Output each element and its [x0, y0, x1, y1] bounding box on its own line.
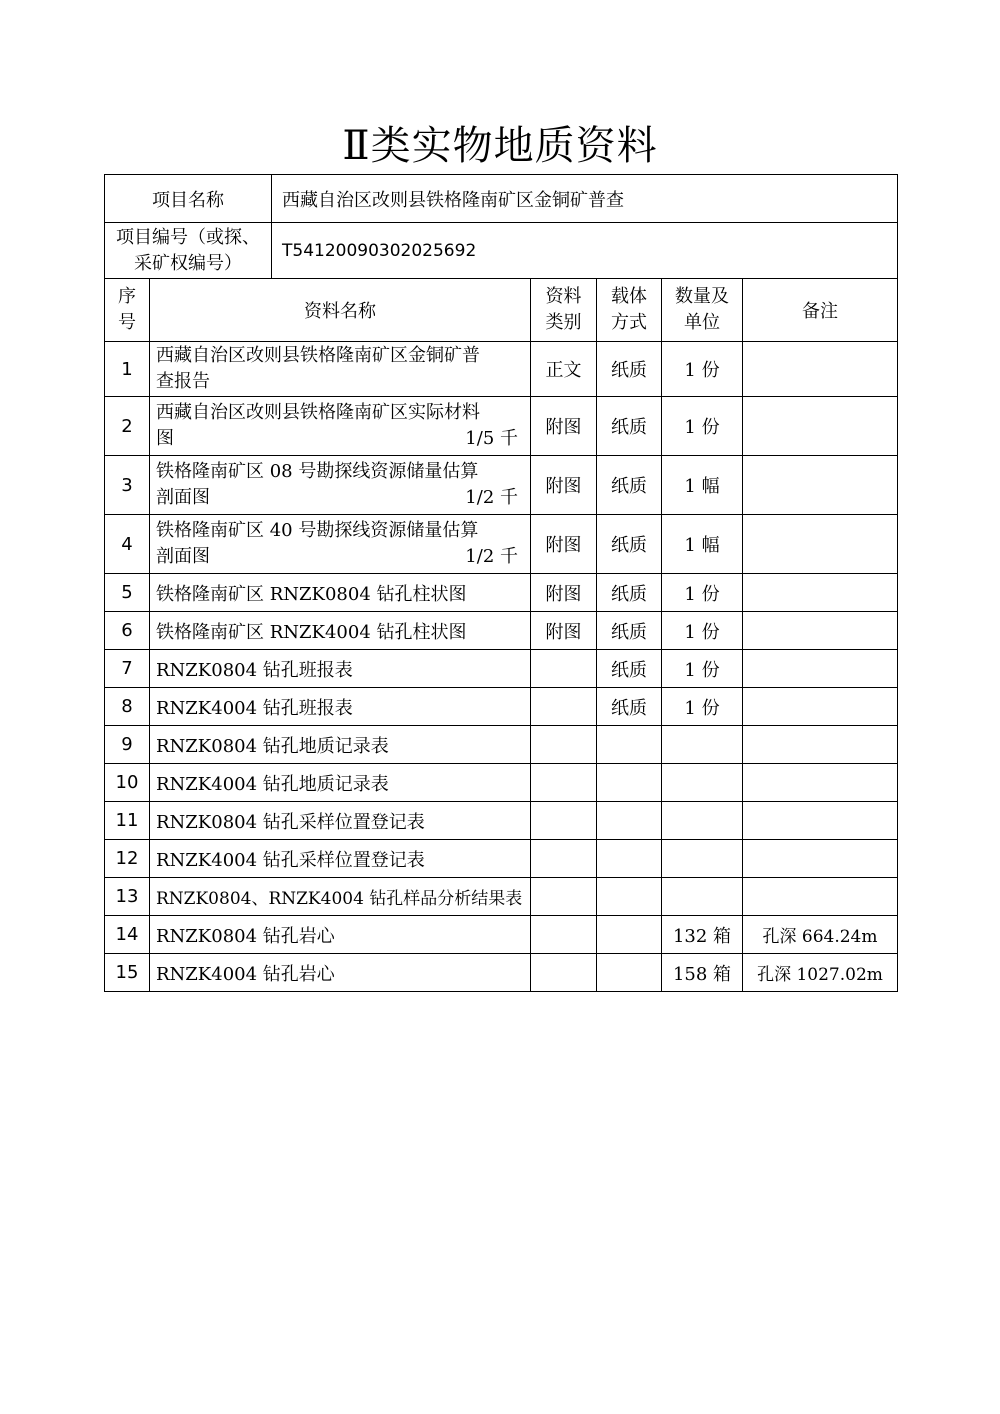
- row-name: RNZK4004 钻孔岩心: [150, 954, 531, 992]
- row-seq: 5: [105, 574, 150, 612]
- row-remark: [743, 878, 898, 916]
- row-category: [531, 726, 597, 764]
- row-name-line2: 查报告: [156, 371, 210, 392]
- row-remark: [743, 574, 898, 612]
- row-carrier: 纸质: [597, 342, 662, 397]
- row-carrier: [597, 764, 662, 802]
- row-carrier: [597, 916, 662, 954]
- row-category: [531, 802, 597, 840]
- row-name-line2: [156, 485, 524, 511]
- row-name: RNZK0804 钻孔岩心: [150, 916, 531, 954]
- table-row: [105, 650, 898, 688]
- row-scale: 1/5 千: [465, 428, 518, 449]
- header-quantity-line2: 单位: [684, 312, 720, 333]
- row-quantity: [662, 802, 743, 840]
- row-category: 附图: [531, 574, 597, 612]
- row-scale: 1/2 千: [465, 487, 518, 508]
- table-row: [105, 688, 898, 726]
- row-remark: [743, 726, 898, 764]
- row-carrier: 纸质: [597, 612, 662, 650]
- row-seq: 8: [105, 688, 150, 726]
- row-quantity: 1 份: [662, 650, 743, 688]
- row-carrier: [597, 726, 662, 764]
- row-remark: [743, 456, 898, 515]
- row-remark: [743, 688, 898, 726]
- row-remark: [743, 840, 898, 878]
- header-carrier-line1: 载体: [611, 286, 647, 307]
- row-category: [531, 764, 597, 802]
- row-remark: [743, 397, 898, 456]
- row-remark: [743, 802, 898, 840]
- row-quantity: 1 份: [662, 342, 743, 397]
- row-quantity: 1 幅: [662, 456, 743, 515]
- row-seq: 15: [105, 954, 150, 992]
- row-name: RNZK0804 钻孔班报表: [150, 650, 531, 688]
- row-carrier: 纸质: [597, 688, 662, 726]
- row-name: RNZK4004 钻孔地质记录表: [150, 764, 531, 802]
- row-quantity: 1 份: [662, 574, 743, 612]
- row-name: RNZK0804、RNZK4004 钻孔样品分析结果表: [150, 878, 531, 916]
- row-quantity: 1 份: [662, 612, 743, 650]
- project-info-table: [104, 174, 898, 279]
- row-carrier: [597, 954, 662, 992]
- row-remark: [743, 342, 898, 397]
- row-seq: 6: [105, 612, 150, 650]
- project-name-row: [105, 175, 898, 223]
- row-remark: 孔深 664.24m: [743, 916, 898, 954]
- row-name-line1: 铁格隆南矿区 08 号勘探线资源储量估算: [156, 461, 479, 482]
- table-row: [105, 916, 898, 954]
- row-name: [150, 397, 531, 456]
- row-seq: 3: [105, 456, 150, 515]
- header-remark: 备注: [743, 279, 898, 342]
- header-category-line2: 类别: [545, 312, 582, 333]
- row-category: [531, 916, 597, 954]
- table-row: [105, 878, 898, 916]
- row-seq: 13: [105, 878, 150, 916]
- table-row: [105, 397, 898, 456]
- row-seq: 14: [105, 916, 150, 954]
- project-code-label: [105, 223, 272, 279]
- row-remark: [743, 650, 898, 688]
- project-code-label-line2: 采矿权编号）: [134, 252, 242, 274]
- table-row: [105, 954, 898, 992]
- row-quantity: 1 幅: [662, 515, 743, 574]
- row-remark: [743, 764, 898, 802]
- row-remark: [743, 515, 898, 574]
- row-carrier: 纸质: [597, 650, 662, 688]
- row-carrier: 纸质: [597, 574, 662, 612]
- row-carrier: 纸质: [597, 397, 662, 456]
- page-title: Ⅱ类实物地质资料: [342, 123, 658, 169]
- header-category: [531, 279, 597, 342]
- row-quantity: [662, 764, 743, 802]
- row-category: [531, 688, 597, 726]
- row-name: [150, 515, 531, 574]
- header-seq-line1: 序: [118, 286, 136, 307]
- row-name: RNZK0804 钻孔采样位置登记表: [150, 802, 531, 840]
- header-name: 资料名称: [150, 279, 531, 342]
- row-category: [531, 650, 597, 688]
- table-row: [105, 456, 898, 515]
- row-quantity: 1 份: [662, 397, 743, 456]
- header-quantity: [662, 279, 743, 342]
- table-row: [105, 840, 898, 878]
- materials-table: [104, 278, 898, 992]
- table-row: [105, 342, 898, 397]
- header-carrier-line2: 方式: [611, 312, 647, 333]
- table-row: [105, 574, 898, 612]
- row-category: 正文: [531, 342, 597, 397]
- row-scale: 1/2 千: [465, 546, 518, 567]
- row-seq: 12: [105, 840, 150, 878]
- row-seq: 10: [105, 764, 150, 802]
- row-seq: 9: [105, 726, 150, 764]
- header-seq-line2: 号: [118, 312, 136, 333]
- row-name: RNZK0804 钻孔地质记录表: [150, 726, 531, 764]
- header-quantity-line1: 数量及: [675, 286, 729, 307]
- row-name: 铁格隆南矿区 RNZK4004 钻孔柱状图: [150, 612, 531, 650]
- project-code-row: [105, 223, 898, 279]
- table-header-row: [105, 279, 898, 342]
- project-name-label: 项目名称: [105, 175, 272, 223]
- row-category: [531, 840, 597, 878]
- project-code-value: T54120090302025692: [272, 223, 898, 279]
- row-name: RNZK4004 钻孔班报表: [150, 688, 531, 726]
- row-seq: 7: [105, 650, 150, 688]
- row-seq: 1: [105, 342, 150, 397]
- row-name-line2-text: 图: [156, 428, 174, 449]
- row-name-line2: [156, 426, 524, 452]
- row-category: 附图: [531, 397, 597, 456]
- header-seq: [105, 279, 150, 342]
- row-quantity: [662, 726, 743, 764]
- row-name: 铁格隆南矿区 RNZK0804 钻孔柱状图: [150, 574, 531, 612]
- project-name-value: 西藏自治区改则县铁格隆南矿区金铜矿普查: [272, 175, 898, 223]
- row-category: 附图: [531, 515, 597, 574]
- row-remark: 孔深 1027.02m: [743, 954, 898, 992]
- table-row: [105, 764, 898, 802]
- row-quantity: [662, 878, 743, 916]
- row-name-line2: [156, 544, 524, 570]
- table-row: [105, 515, 898, 574]
- row-category: 附图: [531, 456, 597, 515]
- row-name: RNZK4004 钻孔采样位置登记表: [150, 840, 531, 878]
- row-carrier: 纸质: [597, 515, 662, 574]
- row-seq: 11: [105, 802, 150, 840]
- row-quantity: 132 箱: [662, 916, 743, 954]
- table-row: [105, 612, 898, 650]
- row-name-line1: 西藏自治区改则县铁格隆南矿区实际材料: [156, 402, 480, 423]
- row-carrier: [597, 840, 662, 878]
- row-category: [531, 954, 597, 992]
- row-name: [150, 342, 531, 397]
- row-quantity: [662, 840, 743, 878]
- table-row: [105, 726, 898, 764]
- project-code-label-line1: 项目编号（或探、: [116, 226, 260, 248]
- row-quantity: 158 箱: [662, 954, 743, 992]
- row-category: 附图: [531, 612, 597, 650]
- row-name-line1: 西藏自治区改则县铁格隆南矿区金铜矿普: [156, 345, 480, 366]
- row-name-line1: 铁格隆南矿区 40 号勘探线资源储量估算: [156, 520, 479, 541]
- row-category: [531, 878, 597, 916]
- row-remark: [743, 612, 898, 650]
- row-carrier: [597, 802, 662, 840]
- row-name-line2-text: 剖面图: [156, 546, 210, 567]
- row-carrier: [597, 878, 662, 916]
- row-name-line2-text: 剖面图: [156, 487, 210, 508]
- table-row: [105, 802, 898, 840]
- row-seq: 2: [105, 397, 150, 456]
- header-category-line1: 资料: [545, 286, 582, 307]
- header-carrier: [597, 279, 662, 342]
- row-carrier: 纸质: [597, 456, 662, 515]
- row-quantity: 1 份: [662, 688, 743, 726]
- row-name: [150, 456, 531, 515]
- row-seq: 4: [105, 515, 150, 574]
